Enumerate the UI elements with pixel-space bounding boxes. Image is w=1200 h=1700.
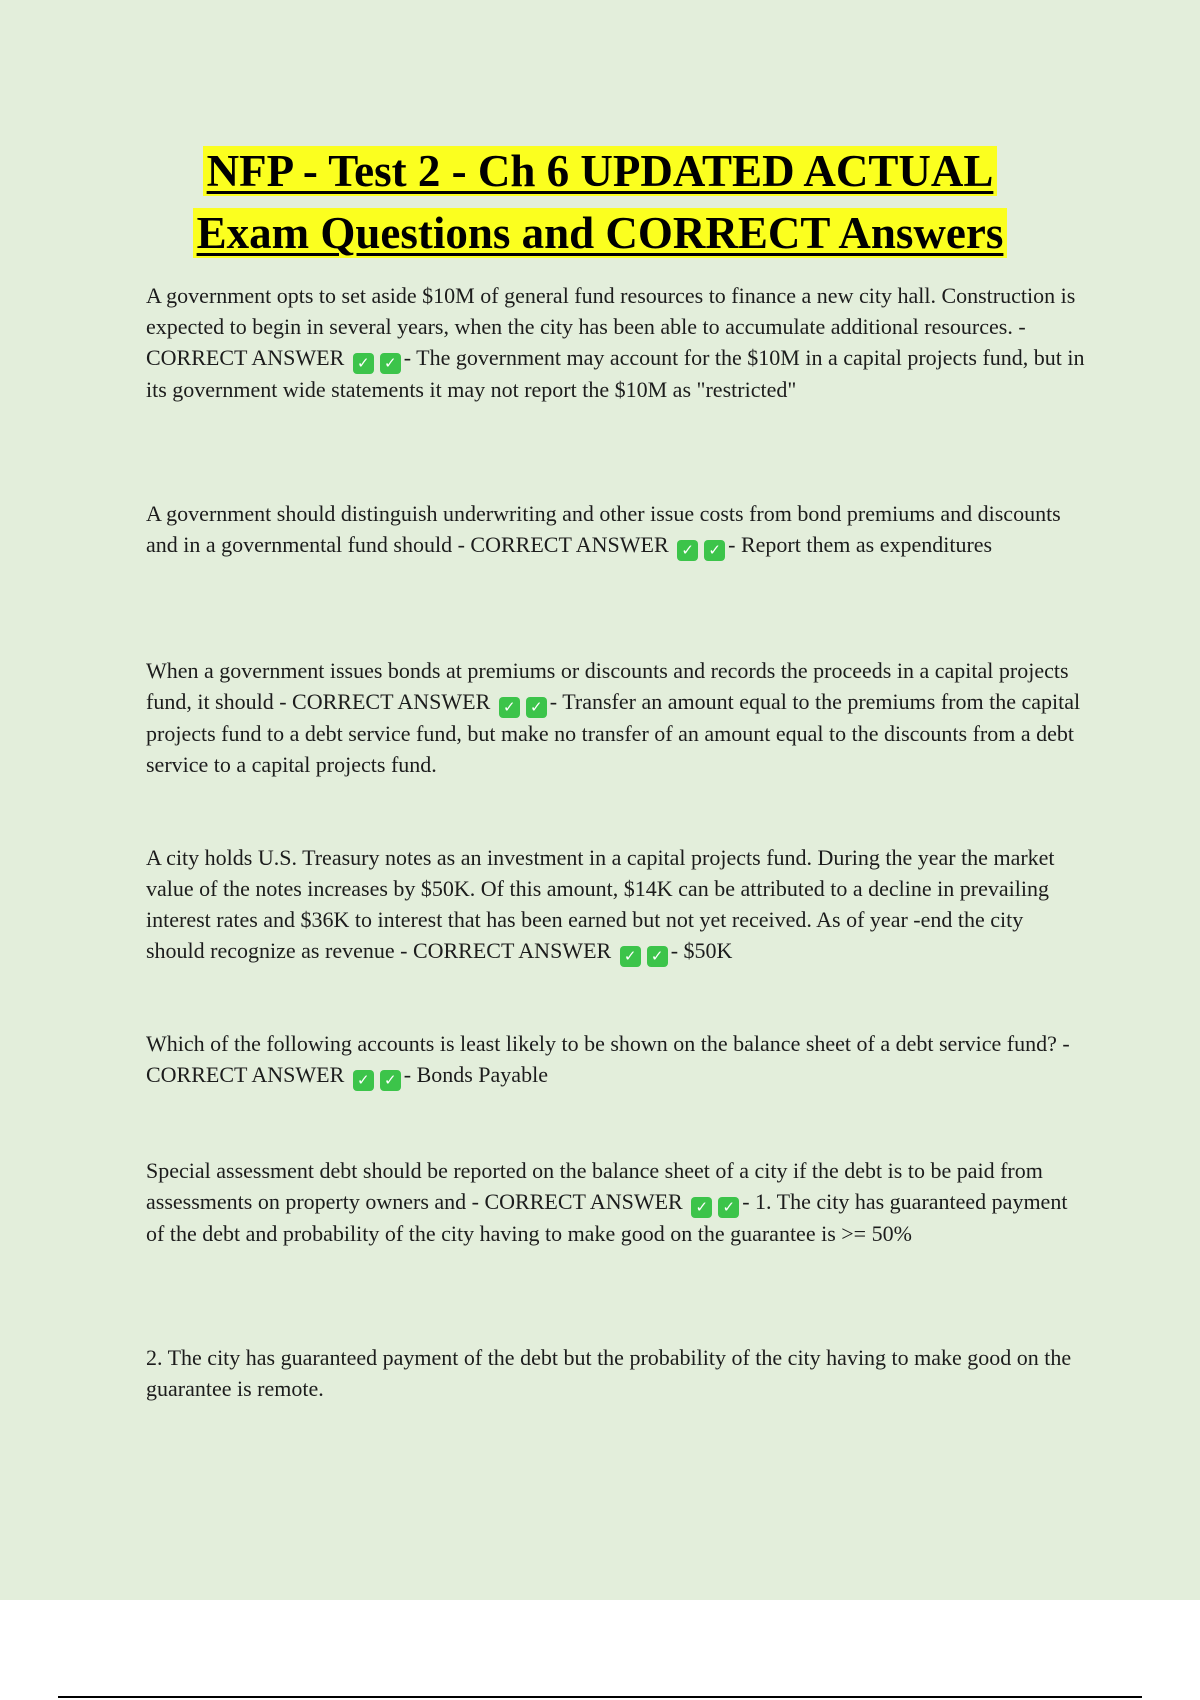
answer-text: - Report them as expenditures: [728, 532, 993, 557]
check-mark-icon: ✓: [691, 1197, 712, 1218]
question-text: A city holds U.S. Treasury notes as an investment in a capital projects fund. During the year the market value of the notes increases by $50K. Of this amount, $14K can be attributed to a decline in prevailing interest rates and $36K to interest that has been earned but not yet received. As of year -end the city should recognize as revenue - CORRECT ANSWER: [146, 845, 1055, 963]
check-mark-icon: ✓: [353, 353, 374, 374]
qa-item: [146, 1028, 1086, 1091]
check-mark-icon: ✓: [380, 1070, 401, 1091]
document-title: [0, 140, 1200, 264]
check-mark-icon: ✓: [677, 540, 698, 561]
title-line-2: Exam Questions and CORRECT Answers: [193, 208, 1008, 258]
check-mark-icon: ✓: [718, 1197, 739, 1218]
answer-text: - $50K: [670, 938, 733, 963]
qa-item: [146, 842, 1086, 967]
answer-text: - Bonds Payable: [403, 1062, 548, 1087]
check-mark-icon: ✓: [353, 1070, 374, 1091]
qa-item: [146, 498, 1086, 561]
check-mark-icon: ✓: [380, 353, 401, 374]
answer-text: - 1. The city has guaranteed payment of the debt and probability of the city having to make good on the guarantee is >= 50%: [146, 1189, 1068, 1246]
check-mark-icon: ✓: [620, 946, 641, 967]
question-text: When a government issues bonds at premiums or discounts and records the proceeds in a capital projects fund, it should - CORRECT ANSWER: [146, 658, 1069, 714]
check-mark-icon: ✓: [499, 697, 520, 718]
qa-item: [146, 1155, 1086, 1249]
question-text: A government should distinguish underwriting and other issue costs from bond premiums and discounts and in a governmental fund should - CORRECT ANSWER: [146, 501, 1061, 557]
question-text: Special assessment debt should be reported on the balance sheet of a city if the debt is to be paid from assessments on property owners and - CORRECT ANSWER: [146, 1158, 1043, 1214]
answer-text: - The government may account for the $10M in a capital projects fund, but in its government wide statements it may not report the $10M as "restricted": [146, 345, 1085, 402]
question-text: Which of the following accounts is least likely to be shown on the balance sheet of a debt service fund? - CORRECT ANSWER: [146, 1031, 1070, 1087]
check-mark-icon: ✓: [526, 697, 547, 718]
continuation-text: 2. The city has guaranteed payment of the debt but the probability of the city having to make good on the guarantee is remote.: [146, 1345, 1072, 1401]
qa-item: [146, 655, 1086, 780]
qa-item: [146, 280, 1086, 405]
footer-divider: [58, 1696, 1142, 1698]
question-text: A government opts to set aside $10M of general fund resources to finance a new city hall. Construction is expected to begin in several years, when the city has been able to accumulate additional resources. - CORRECT ANSWER: [146, 283, 1076, 370]
answer-text: - Transfer an amount equal to the premiums from the capital projects fund to a debt service fund, but make no transfer of an amount equal to the discounts from a debt service to a capital projects fund.: [146, 689, 1081, 777]
check-mark-icon: ✓: [704, 540, 725, 561]
title-line-1: NFP - Test 2 - Ch 6 UPDATED ACTUAL: [203, 146, 998, 196]
check-mark-icon: ✓: [647, 946, 668, 967]
